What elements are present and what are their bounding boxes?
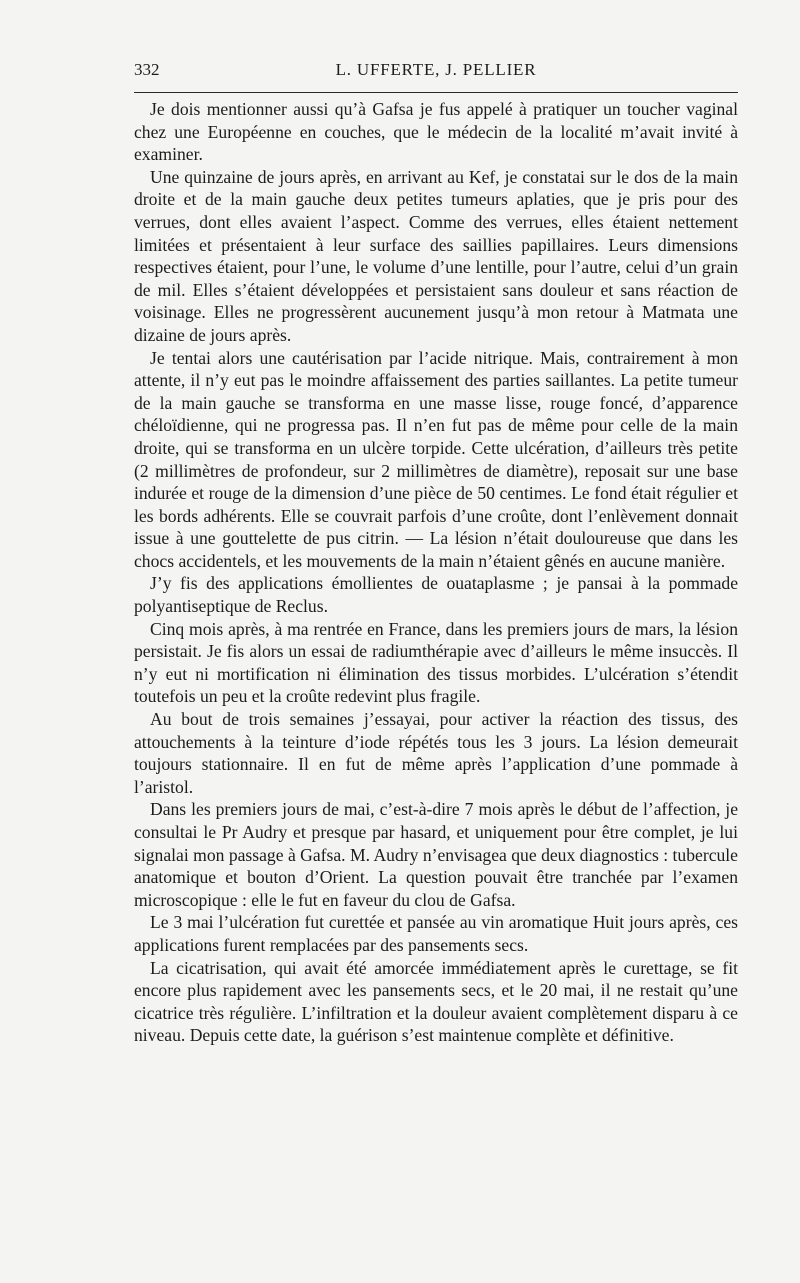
paragraph: Dans les premiers jours de mai, c’est-à-dire 7 mois après le début de l’affection, je consultai le Pr Audry et presque par hasard, et uniquement pour être complet, je lui signalai mon passage à Gafsa. M. Audry n’envisagea que deux diagnostics : tubercule anatomique et bouton d’Orient. La question pouvait être tranchée par l’examen microscopique : elle le fut en faveur du clou de Gafsa. [134,799,738,910]
paragraph: J’y fis des applications émollientes de ouataplasme ; je pansai à la pommade polyantiseptique de Reclus. [134,573,738,617]
paragraph: Au bout de trois semaines j’essayai, pour activer la réaction des tissus, des attouchements à la teinture d’iode répétés tous les 3 jours. La lésion demeurait toujours stationnaire. Il en fut de même après l’application d’une pommade à l’aristol. [134,709,738,797]
paragraph: Je dois mentionner aussi qu’à Gafsa je fus appelé à pratiquer un toucher vaginal chez une Européenne en couches, que le médecin de la localité m’avait invité à examiner. [134,99,738,165]
body-text [134,98,738,1047]
header-rule [134,92,738,93]
paragraph: Cinq mois après, à ma rentrée en France, dans les premiers jours de mars, la lésion persistait. Je fis alors un essai de radiumthérapie avec d’ailleurs le même insuccès. Il n’y eut ni mortification ni élimination des tissus morbides. L’ulcération s’étendit toutefois un peu et la croûte redevint plus fragile. [134,618,738,707]
paragraph: La cicatrisation, qui avait été amorcée immédiatement après le curettage, se fit encore plus rapidement avec les pansements secs, et le 20 mai, il ne restait qu’une cicatrice très régulière. L’infiltration et la douleur avaient complètement disparu à ce niveau. Depuis cette date, la guérison s’est maintenue complète et définitive. [134,957,738,1046]
page-number: 332 [134,60,160,79]
paragraph: Le 3 mai l’ulcération fut curettée et pansée au vin aromatique Huit jours après, ces applications furent remplacées par des pansements secs. [134,912,738,955]
running-head [134,60,738,84]
running-title: L. UFFERTE, J. PELLIER [335,60,537,79]
paragraph: Je tentai alors une cautérisation par l’acide nitrique. Mais, contrairement à mon attente, il n’y eut pas le moindre affaissement des parties saillantes. La petite tumeur de la main gauche se transforma en une masse lisse, rouge foncé, d’apparence chéloïdienne, qui ne progressa pas. Il n’en fut pas de même pour celle de la main droite, qui se transforma en un ulcère torpide. Cette ulcération, d’ailleurs très petite (2 millimètres de profondeur, sur 2 millimètres de diamètre), reposait sur une base indurée et rouge de la dimension d’une pièce de 50 centimes. Le fond était régulier et les bords adhérents. Elle se couvrait parfois d’une croûte, dont l’enlèvement donnait issue à une gouttelette de pus citrin. — La lésion n’était douloureuse que dans les chocs accidentels, et les mouvements de la main n’étaient gênés en aucune manière. [134,347,738,571]
paragraph: Une quinzaine de jours après, en arrivant au Kef, je constatai sur le dos de la main droite et de la main gauche deux petites tumeurs aplaties, que je pris pour des verrues, dont elles avaient l’aspect. Comme des verrues, elles étaient nettement limitées et présentaient à leur surface des saillies papillaires. Leurs dimensions respectives étaient, pour l’une, le volume d’une lentille, pour l’autre, celui d’un grain de mil. Elles s’étaient développées et persistaient sans douleur et sans réaction de voisinage. Elles ne progressèrent aucunement jusqu’à mon retour à Matmata une dizaine de jours après. [134,166,738,345]
